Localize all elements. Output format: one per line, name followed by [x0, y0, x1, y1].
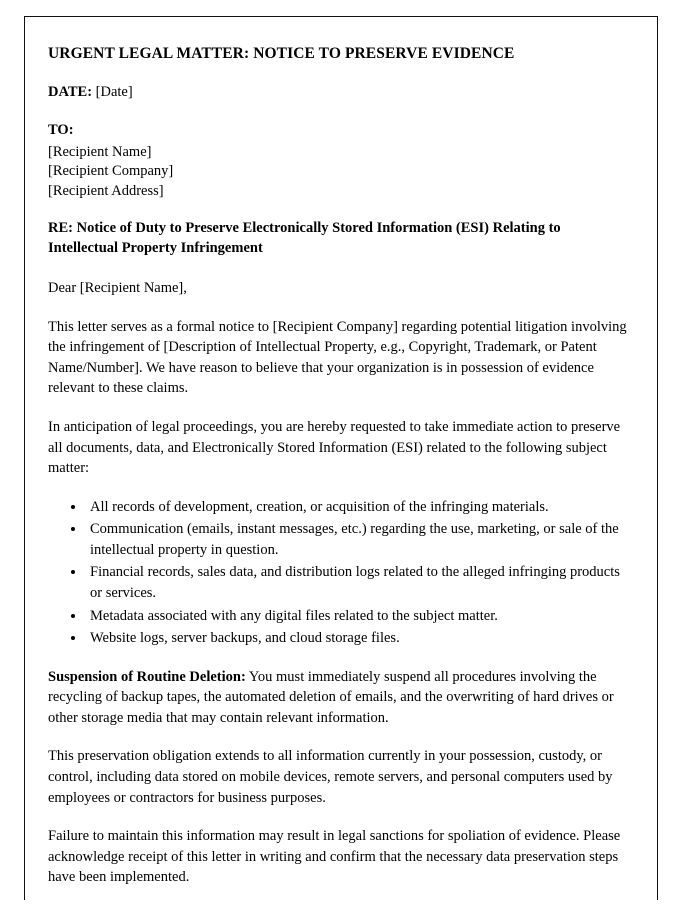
recipient-block	[48, 121, 628, 201]
page-title: URGENT LEGAL MATTER: NOTICE TO PRESERVE EVIDENCE	[48, 45, 515, 62]
suspension-heading: Suspension of Routine Deletion:	[48, 668, 246, 685]
preservation-list	[48, 497, 628, 649]
list-item: • All records of development, creation, or acquisition of the infringing materials.	[86, 497, 628, 518]
suspension-paragraph	[48, 667, 628, 729]
date-row	[48, 83, 628, 103]
paragraph-1: This letter serves as a formal notice to [Recipient Company] regarding potential litigation involving the infringement of [Description of Intellectual Property, e.g., Copyright, Trademark, or Patent Name/Number]. We have reason to believe that your organization is in possession of evidence relevant to these claims.	[48, 318, 627, 397]
recipient-name: [Recipient Name]	[48, 143, 152, 160]
date-value: [Date]	[95, 84, 133, 101]
salutation: Dear [Recipient Name],	[48, 280, 187, 297]
paragraph-2: In anticipation of legal proceedings, you are hereby requested to take immediate action to preserve all documents, data, and Electronically Stored Information (ESI) related to the following subject matter:	[48, 418, 621, 477]
date-label: DATE:	[48, 84, 93, 101]
suspension-text: You must immediately suspend all procedures involving the recycling of backup tapes, the automated deletion of emails, and the overwriting of hard drives or other storage media that may contain relevant information.	[48, 668, 614, 726]
recipient-address: [Recipient Address]	[48, 182, 164, 199]
recipient-company: [Recipient Company]	[48, 163, 174, 180]
paragraph-4: Failure to maintain this information may result in legal sanctions for spoliation of evidence. Please acknowledge receipt of this letter in writing and confirm that the necessary data preservation steps have been implemented.	[48, 828, 621, 886]
list-item: • Financial records, sales data, and distribution logs related to the alleged infringing products or services.	[86, 562, 628, 603]
paragraph-3: This preservation obligation extends to all information currently in your possession, custody, or control, including data stored on mobile devices, remote servers, and personal computers used by employees or contractors for business purposes.	[48, 748, 613, 806]
list-item: • Communication (emails, instant messages, etc.) regarding the use, marketing, or sale of the intellectual property in question.	[86, 519, 628, 560]
list-item: • Website logs, server backups, and cloud storage files.	[86, 628, 628, 649]
document-body	[48, 44, 628, 906]
list-item: • Metadata associated with any digital files related to the subject matter.	[86, 606, 628, 627]
subject-line: RE: Notice of Duty to Preserve Electronically Stored Information (ESI) Relating to Intellectual Property Infringement	[48, 220, 561, 256]
to-label: TO:	[48, 121, 74, 138]
